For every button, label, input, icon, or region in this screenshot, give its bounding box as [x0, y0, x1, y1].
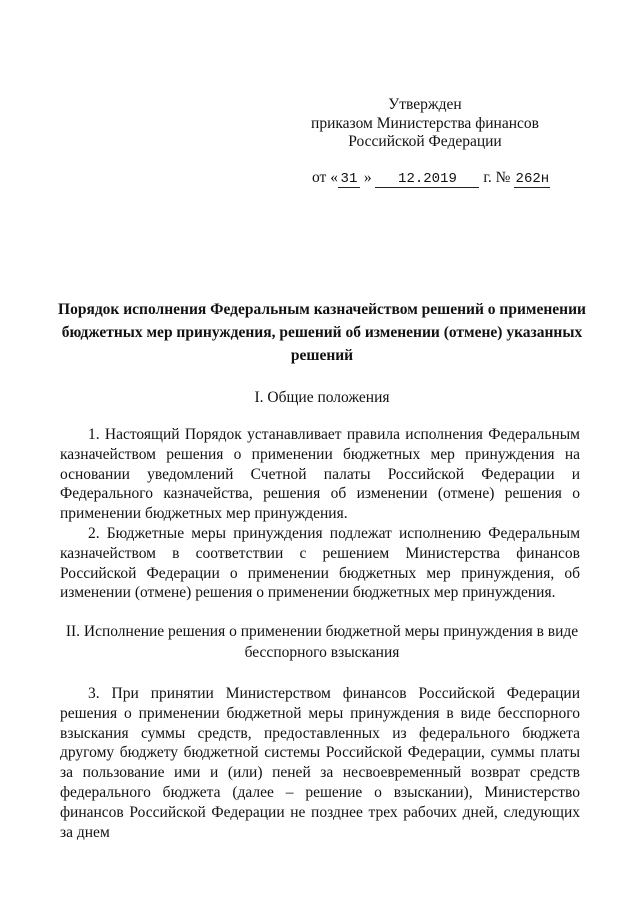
order-date: 12.2019 — [375, 172, 479, 188]
order-reference — [312, 169, 550, 188]
order-number: 262н — [515, 171, 550, 187]
order-year-suffix: г. № — [483, 169, 511, 186]
approval-line: Российской Федерации — [348, 133, 502, 150]
order-sep: » — [363, 169, 372, 186]
approval-line: приказом Министерства финансов — [311, 114, 539, 132]
section-heading: II. Исполнение решения о применении бюджетной меры принуждения в виде бесспорного взыскания — [65, 623, 579, 661]
approval-line: Утвержден — [388, 96, 462, 113]
order-prefix: от « — [312, 169, 338, 186]
section-heading: I. Общие положения — [254, 389, 390, 406]
paragraph: 2. Бюджетные меры принуждения подлежат исполнению Федеральным казначейством в соответствии с решением Министерства финансов Российской Федерации о применении бюджетных мер принуждения, об изменении (отмене) решения о применении бюджетных мер принуждения. — [60, 525, 580, 602]
approval-block — [300, 96, 550, 152]
document-title: Порядок исполнения Федеральным казначейством решений о применении бюджетных мер принуждения, решений об изменении (отмене) указанных решений — [58, 301, 586, 364]
paragraph: 1. Настоящий Порядок устанавливает правила исполнения Федеральным казначейством решения о применении бюджетных мер принуждения на основании уведомлений Счетной палаты Российской Федерации и Федерального казначейства, решения об изменении (отмене) решения о применении бюджетных мер принуждения. — [60, 426, 580, 523]
order-day: 31 — [338, 172, 360, 188]
paragraph: 3. При принятии Министерством финансов Российской Федерации решения о применении бюджетной меры принуждения в виде бесспорного взыскания суммы средств, предоставленных из федерального бюджета другому бюджету бюджетной системы Российской Федерации, суммы платы за пользование ими и (или) пеней за несвоевременный возврат средств федерального бюджета (далее – решение о взыскании), Министерство финансов Российской Федерации не позднее трех рабочих дней, следующих за днем — [60, 685, 580, 841]
